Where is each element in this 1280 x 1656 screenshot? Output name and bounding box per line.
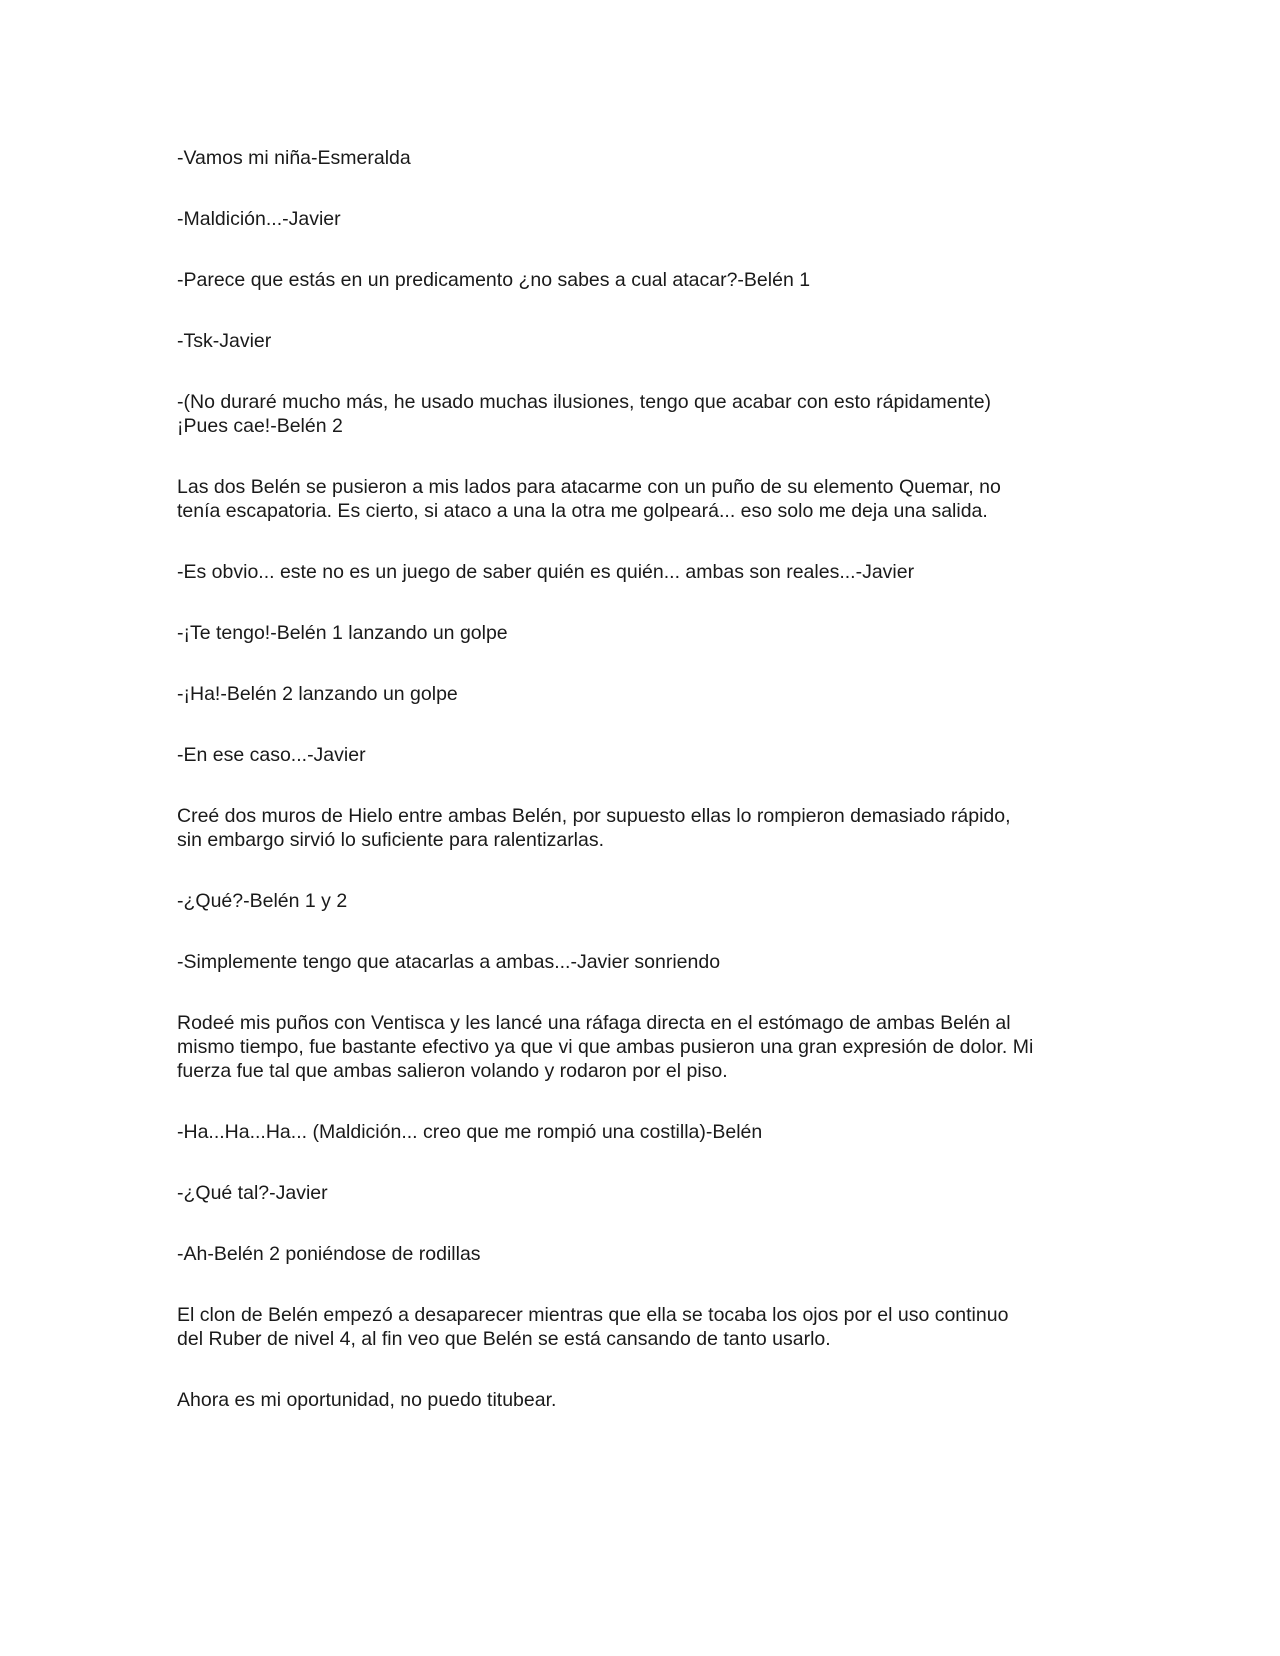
paragraph bbox=[177, 1303, 1107, 1351]
document-body bbox=[177, 146, 1107, 1412]
text-line: -Vamos mi niña-Esmeralda bbox=[177, 147, 411, 169]
text-line: Creé dos muros de Hielo entre ambas Belén, por supuesto ellas lo rompieron demasiado rápido, bbox=[177, 805, 1011, 827]
paragraph bbox=[177, 621, 1107, 645]
paragraph bbox=[177, 1011, 1107, 1083]
paragraph bbox=[177, 804, 1107, 852]
text-line: -En ese caso...-Javier bbox=[177, 744, 366, 766]
paragraph bbox=[177, 1181, 1107, 1205]
text-line: Ahora es mi oportunidad, no puedo titubear. bbox=[177, 1389, 557, 1411]
paragraph bbox=[177, 889, 1107, 913]
text-line: fuerza fue tal que ambas salieron volando y rodaron por el piso. bbox=[177, 1060, 728, 1082]
text-line: ¡Pues cae!-Belén 2 bbox=[177, 415, 343, 437]
paragraph bbox=[177, 743, 1107, 767]
paragraph bbox=[177, 1388, 1107, 1412]
paragraph bbox=[177, 268, 1107, 292]
text-line: -¡Te tengo!-Belén 1 lanzando un golpe bbox=[177, 622, 508, 644]
text-line: tenía escapatoria. Es cierto, si ataco a una la otra me golpeará... eso solo me deja una salida. bbox=[177, 500, 988, 522]
text-line: -Ah-Belén 2 poniéndose de rodillas bbox=[177, 1243, 481, 1265]
text-line: -Ha...Ha...Ha... (Maldición... creo que me rompió una costilla)-Belén bbox=[177, 1121, 763, 1143]
text-line: -Parece que estás en un predicamento ¿no sabes a cual atacar?-Belén 1 bbox=[177, 269, 811, 291]
paragraph bbox=[177, 1242, 1107, 1266]
text-line: -Tsk-Javier bbox=[177, 330, 272, 352]
text-line: Las dos Belén se pusieron a mis lados para atacarme con un puño de su elemento Quemar, no bbox=[177, 476, 1001, 498]
paragraph bbox=[177, 1120, 1107, 1144]
paragraph bbox=[177, 329, 1107, 353]
text-line: -Es obvio... este no es un juego de saber quién es quién... ambas son reales...-Javier bbox=[177, 561, 915, 583]
text-line: Rodeé mis puños con Ventisca y les lancé una ráfaga directa en el estómago de ambas Belén al bbox=[177, 1012, 1011, 1034]
paragraph bbox=[177, 560, 1107, 584]
text-line: -Maldición...-Javier bbox=[177, 208, 341, 230]
paragraph bbox=[177, 682, 1107, 706]
paragraph bbox=[177, 146, 1107, 170]
text-line: -Simplemente tengo que atacarlas a ambas...-Javier sonriendo bbox=[177, 951, 721, 973]
paragraph bbox=[177, 390, 1107, 438]
paragraph bbox=[177, 950, 1107, 974]
text-line: -(No duraré mucho más, he usado muchas ilusiones, tengo que acabar con esto rápidamente) bbox=[177, 391, 992, 413]
paragraph bbox=[177, 207, 1107, 231]
text-line: -¿Qué tal?-Javier bbox=[177, 1182, 328, 1204]
text-line: El clon de Belén empezó a desaparecer mientras que ella se tocaba los ojos por el uso continuo bbox=[177, 1304, 1009, 1326]
text-line: sin embargo sirvió lo suficiente para ralentizarlas. bbox=[177, 829, 605, 851]
paragraph bbox=[177, 475, 1107, 523]
text-line: -¿Qué?-Belén 1 y 2 bbox=[177, 890, 348, 912]
text-line: mismo tiempo, fue bastante efectivo ya que vi que ambas pusieron una gran expresión de dolor. Mi bbox=[177, 1036, 1034, 1058]
text-line: del Ruber de nivel 4, al fin veo que Belén se está cansando de tanto usarlo. bbox=[177, 1328, 831, 1350]
text-line: -¡Ha!-Belén 2 lanzando un golpe bbox=[177, 683, 458, 705]
